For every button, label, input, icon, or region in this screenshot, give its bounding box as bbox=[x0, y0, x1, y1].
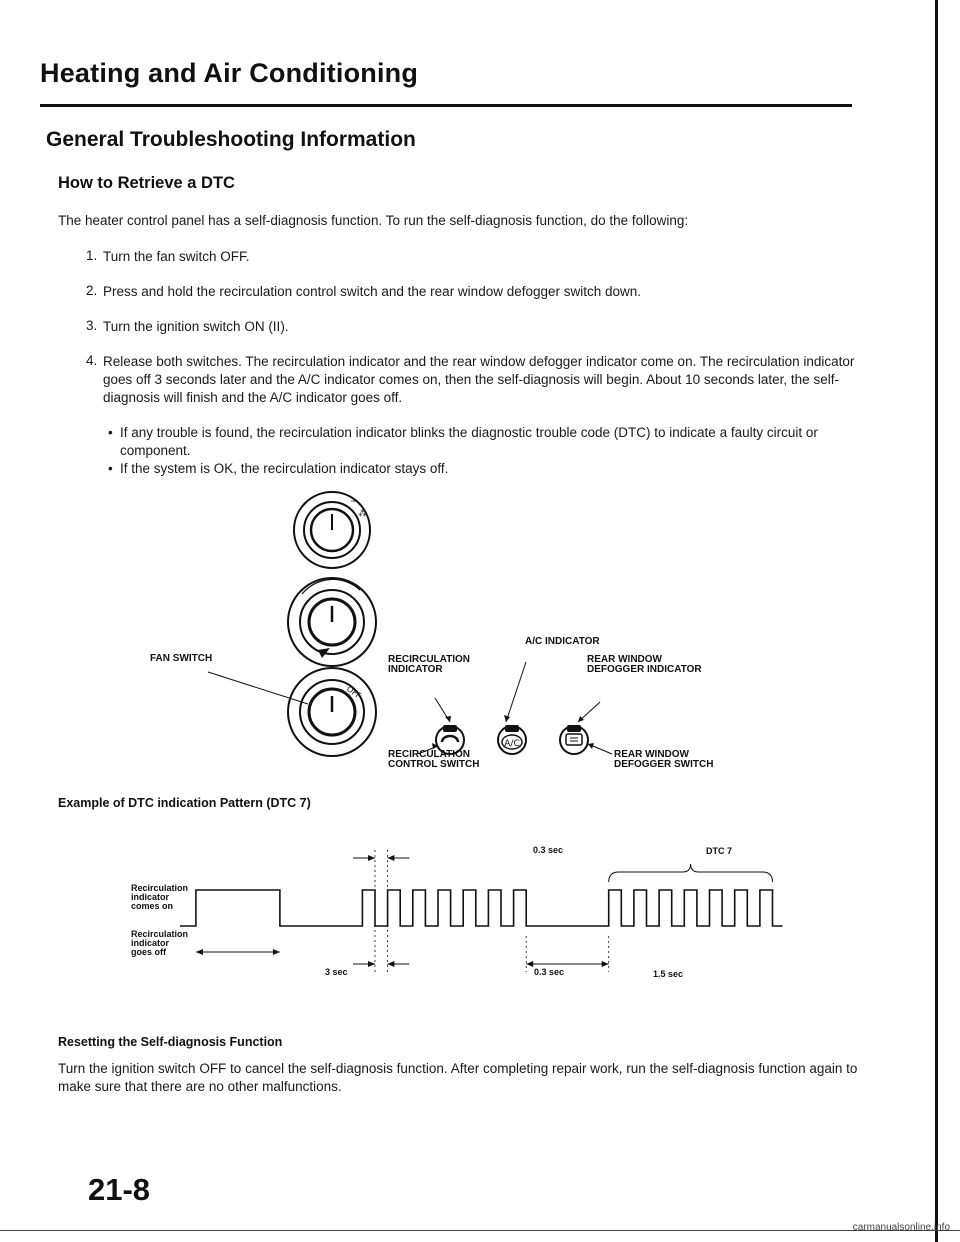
footer-watermark: carmanualsonline.info bbox=[852, 1222, 950, 1233]
svg-text:⁂: ⁂ bbox=[358, 509, 367, 519]
temperature-knob bbox=[294, 492, 370, 568]
signal-off-label-line2: indicator bbox=[131, 938, 170, 948]
signal-on-label-line2: indicator bbox=[131, 892, 170, 902]
recirculation-switch-label-line1: RECIRCULATION bbox=[388, 749, 471, 760]
step-text: Turn the fan switch OFF. bbox=[103, 249, 250, 264]
bullet-text: If any trouble is found, the recirculation indicator blinks the diagnostic trouble code (DTC) to indicate a faulty circuit or component. bbox=[120, 425, 818, 458]
signal-off-label-line3: goes off bbox=[131, 947, 166, 957]
signal-on-label-line1: Recirculation bbox=[131, 883, 189, 893]
binding-edge bbox=[935, 0, 938, 1242]
ac-indicator-label: A/C INDICATOR bbox=[525, 636, 600, 647]
page-number: 21-8 bbox=[88, 1172, 151, 1207]
recirculation-signal-trace bbox=[180, 890, 783, 926]
svg-text:~: ~ bbox=[350, 497, 358, 507]
header-rule bbox=[40, 104, 852, 107]
pause-dimension-arrow-right bbox=[602, 961, 609, 967]
initial-duration-label: 3 sec bbox=[325, 967, 348, 977]
ac-button-label: A/C bbox=[504, 739, 520, 749]
initial-dimension-arrow-left bbox=[196, 949, 203, 955]
bottom-rule bbox=[0, 1230, 960, 1231]
step-number: 4. bbox=[86, 353, 98, 368]
fan-switch-label: FAN SWITCH bbox=[150, 653, 213, 664]
step-text: Turn the ignition switch ON (II). bbox=[103, 319, 289, 334]
bullet-dot: • bbox=[108, 461, 113, 476]
step-number: 1. bbox=[86, 248, 98, 263]
dtc-brace bbox=[609, 864, 773, 882]
rear-defogger-button bbox=[560, 726, 588, 754]
pulse-off-dim-arrow-left bbox=[368, 961, 375, 967]
signal-on-label-line3: comes on bbox=[131, 901, 174, 911]
rear-defogger-switch-label-line1: REAR WINDOW bbox=[614, 749, 689, 760]
resetting-title: Resetting the Self-diagnosis Function bbox=[58, 1035, 283, 1049]
dtc-timing-chart bbox=[180, 840, 800, 990]
subsection-title: How to Retrieve a DTC bbox=[58, 174, 235, 192]
rear-defogger-indicator-label-line2: DEFOGGER INDICATOR bbox=[587, 664, 702, 675]
recirculation-indicator-label-line1: RECIRCULATION bbox=[388, 654, 471, 665]
pause-duration-label: 1.5 sec bbox=[653, 969, 684, 979]
signal-off-label-line1: Recirculation bbox=[131, 929, 189, 939]
rear-defogger-switch-label-line2: DEFOGGER SWITCH bbox=[614, 759, 714, 770]
timing-chart-layer bbox=[180, 850, 783, 972]
pulse-off-dim-arrow-right bbox=[387, 961, 394, 967]
step-number: 2. bbox=[86, 283, 98, 298]
initial-dimension-arrow-right bbox=[273, 949, 280, 955]
section-title: General Troubleshooting Information bbox=[46, 128, 416, 151]
pause-dimension-arrow-left bbox=[526, 961, 533, 967]
recirculation-switch-label-line2: CONTROL SWITCH bbox=[388, 759, 480, 770]
dtc-label: DTC 7 bbox=[706, 846, 733, 856]
control-panel-figure bbox=[180, 490, 780, 780]
fan-switch-knob bbox=[288, 578, 376, 666]
mode-knob bbox=[288, 668, 376, 756]
pulse-off-duration-label: 0.3 sec bbox=[534, 967, 565, 977]
bullet-dot: • bbox=[108, 425, 113, 440]
intro-paragraph: The heater control panel has a self-diagnosis function. To run the self-diagnosis function, do the following: bbox=[58, 213, 689, 228]
step-text: Press and hold the recirculation control switch and the rear window defogger switch down. bbox=[103, 284, 642, 299]
page-header-title: Heating and Air Conditioning bbox=[40, 58, 419, 88]
step-number: 3. bbox=[86, 318, 98, 333]
pulse-on-dim-arrow-right bbox=[387, 855, 394, 861]
step-text: Release both switches. The recirculation indicator and the rear window defogger indicator come on. The recirculation indicator goes off 3 seconds later and the A/C indicator comes on, then the self-diagnosis will begin. About 10 seconds later, the self-diagnosis will finish and the A/C indicator goes off. bbox=[103, 354, 855, 405]
recirculation-indicator-label-line2: INDICATOR bbox=[388, 664, 443, 675]
rear-defogger-indicator-label-line1: REAR WINDOW bbox=[587, 654, 662, 665]
bullet-text: If the system is OK, the recirculation indicator stays off. bbox=[120, 461, 449, 476]
dtc-figure-title: Example of DTC indication Pattern (DTC 7) bbox=[58, 796, 311, 810]
pulse-on-dim-arrow-left bbox=[368, 855, 375, 861]
pulse-on-duration-label: 0.3 sec bbox=[533, 845, 564, 855]
resetting-text: Turn the ignition switch OFF to cancel the self-diagnosis function. After completing repair work, run the self-diagnosis function again to make sure that there are no other malfunctions. bbox=[58, 1061, 858, 1094]
svg-text:OFF: OFF bbox=[344, 684, 363, 701]
